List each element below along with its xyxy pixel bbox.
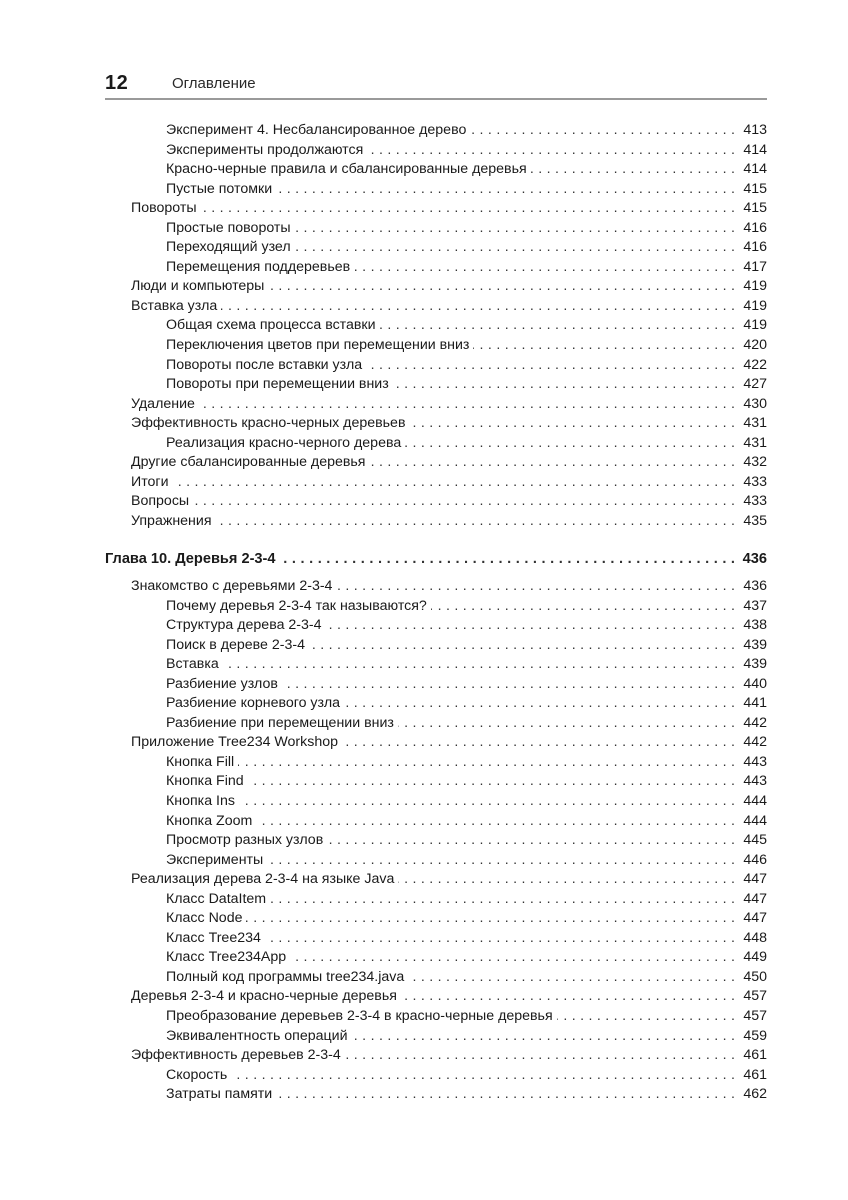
toc-entry-title: Вставка (166, 655, 223, 675)
toc-entry-page: 419 (743, 278, 767, 295)
toc-entry-page: 417 (743, 258, 767, 275)
dot-leader (401, 987, 735, 1007)
toc-entry[interactable] (105, 616, 767, 636)
toc-entry-title: Реализация дерева 2-3-4 на языке Java (131, 870, 398, 890)
toc-chapter-entries (105, 577, 767, 1105)
toc-entry[interactable] (105, 492, 767, 512)
toc-entry[interactable] (105, 851, 767, 871)
toc-entry-title: Класс DataItem (166, 890, 270, 910)
toc-entry-page: 422 (743, 356, 767, 373)
dot-leader (366, 356, 735, 376)
toc-entry[interactable] (105, 199, 767, 219)
page-number: 12 (105, 72, 129, 94)
dot-leader (270, 890, 735, 910)
toc-entry-title: Переходящий узел (166, 238, 295, 258)
toc-entry-title: Поиск в дереве 2-3-4 (166, 636, 309, 656)
dot-leader (173, 473, 735, 493)
dot-leader (405, 434, 735, 454)
toc-entry-page: 445 (743, 832, 767, 849)
toc-entry-title: Эксперименты продолжаются (166, 141, 367, 161)
dot-leader (309, 636, 735, 656)
dot-leader (326, 616, 735, 636)
dot-leader (248, 772, 735, 792)
dot-leader (280, 548, 735, 570)
page-header (105, 72, 767, 100)
dot-leader (345, 1046, 735, 1066)
dot-leader (398, 870, 735, 890)
toc-entry[interactable] (105, 473, 767, 493)
toc-entry[interactable] (105, 375, 767, 395)
toc-entry-page: 433 (743, 493, 767, 510)
toc-entry-title: Вопросы (131, 492, 193, 512)
toc-entry-page: 419 (743, 297, 767, 314)
toc-entry-title: Люди и компьютеры (131, 277, 268, 297)
running-title: Оглавление (172, 75, 256, 92)
dot-leader (290, 948, 735, 968)
toc-entry-page: 447 (743, 910, 767, 927)
toc-entry-page: 440 (743, 675, 767, 692)
dot-leader (238, 753, 735, 773)
toc-entry-title: Кнопка Fill (166, 753, 238, 773)
dot-leader (199, 395, 735, 415)
toc-entry-page: 427 (743, 376, 767, 393)
toc-entry-page: 446 (743, 851, 767, 868)
toc-entry-title: Эффективность деревьев 2-3-4 (131, 1046, 345, 1066)
toc-entry[interactable] (105, 812, 767, 832)
dot-leader (193, 492, 735, 512)
toc-entry[interactable] (105, 316, 767, 336)
toc-entry-title: Класс Tree234 (166, 929, 265, 949)
toc-entry-page: 444 (743, 793, 767, 810)
toc-entry-page: 415 (743, 180, 767, 197)
toc-entry[interactable] (105, 890, 767, 910)
dot-leader (431, 597, 735, 617)
toc-entry-title: Полный код программы tree234.java (166, 968, 408, 988)
toc-entry[interactable] (105, 512, 767, 532)
toc-entry-page: 436 (742, 551, 767, 567)
dot-leader (231, 1066, 735, 1086)
dot-leader (239, 792, 735, 812)
toc-entry-page: 450 (743, 968, 767, 985)
toc-entry-page: 443 (743, 773, 767, 790)
dot-leader (295, 238, 735, 258)
dot-leader (336, 577, 735, 597)
toc-entry-title: Упражнения (131, 512, 216, 532)
dot-leader (246, 909, 735, 929)
toc-entry[interactable] (105, 714, 767, 734)
toc-entry-title: Реализация красно-черного дерева (166, 434, 405, 454)
toc-entry-title: Затраты памяти (166, 1085, 276, 1105)
toc-entry-title: Глава 10. Деревья 2-3-4 (105, 548, 280, 570)
dot-leader (265, 929, 735, 949)
toc-entry-title: Перемещения поддеревьев (166, 258, 354, 278)
toc-entry-title: Итоги (131, 473, 173, 493)
toc-entry-title: Общая схема процесса вставки (166, 316, 380, 336)
dot-leader (410, 414, 736, 434)
dot-leader (380, 316, 735, 336)
toc-entry-page: 441 (743, 695, 767, 712)
toc-entry[interactable] (105, 395, 767, 415)
toc-entry-page: 432 (743, 454, 767, 471)
toc-entry-page: 449 (743, 949, 767, 966)
toc-entry[interactable] (105, 297, 767, 317)
dot-leader (342, 733, 735, 753)
toc-entry-page: 461 (743, 1047, 767, 1064)
toc-entry-title: Разбиение корневого узла (166, 694, 344, 714)
dot-leader (276, 1085, 735, 1105)
toc-entry-title: Знакомство с деревьями 2-3-4 (131, 577, 336, 597)
dot-leader (221, 297, 735, 317)
toc-entry-page: 443 (743, 753, 767, 770)
toc-entry-title: Деревья 2-3-4 и красно-черные деревья (131, 987, 401, 1007)
toc-entry-title: Простые повороты (166, 219, 295, 239)
toc-entry-page: 447 (743, 890, 767, 907)
toc-entry-title: Просмотр разных узлов (166, 831, 327, 851)
toc-entry[interactable] (105, 1027, 767, 1047)
toc-entry-title: Кнопка Zoom (166, 812, 256, 832)
dot-leader (216, 512, 736, 532)
dot-leader (201, 199, 735, 219)
toc-entry[interactable] (105, 258, 767, 278)
toc-entry-page: 447 (743, 871, 767, 888)
toc-entry-title: Эффективность красно-черных деревьев (131, 414, 410, 434)
toc-entry-title: Эксперименты (166, 851, 267, 871)
toc-entry-title: Класс Node (166, 909, 246, 929)
dot-leader (473, 336, 735, 356)
toc-entry-title: Пустые потомки (166, 180, 276, 200)
toc-entry-title: Эквивалентность операций (166, 1027, 352, 1047)
toc-entry-page: 442 (743, 734, 767, 751)
toc-entry-page: 437 (743, 597, 767, 614)
toc-entry-page: 416 (743, 219, 767, 236)
dot-leader (393, 375, 735, 395)
toc-entry[interactable] (105, 655, 767, 675)
toc-entry[interactable] (105, 831, 767, 851)
dot-leader (398, 714, 735, 734)
toc-entry-page: 431 (743, 415, 767, 432)
dot-leader (369, 453, 735, 473)
dot-leader (344, 694, 735, 714)
toc-entry[interactable] (105, 180, 767, 200)
toc-entry-page: 419 (743, 317, 767, 334)
toc-entry[interactable] (105, 414, 767, 434)
toc-entry[interactable] (105, 219, 767, 239)
toc-entry-page: 420 (743, 337, 767, 354)
toc-chapter-section (105, 548, 767, 1105)
toc-entry-page: 433 (743, 473, 767, 490)
toc-entry[interactable] (105, 948, 767, 968)
toc-entry[interactable] (105, 929, 767, 949)
dot-leader (557, 1007, 735, 1027)
toc-entry-page: 448 (743, 929, 767, 946)
toc-entry-page: 415 (743, 200, 767, 217)
toc-entry[interactable] (105, 1046, 767, 1066)
toc-entry[interactable] (105, 870, 767, 890)
dot-leader (267, 851, 735, 871)
toc-entry-page: 416 (743, 239, 767, 256)
toc-entry[interactable] (105, 753, 767, 773)
toc-entry-title: Красно-черные правила и сбалансированные деревья (166, 160, 531, 180)
toc-entry-title: Удаление (131, 395, 199, 415)
toc-entry-page: 459 (743, 1027, 767, 1044)
toc-entry[interactable] (105, 160, 767, 180)
toc-entry[interactable] (105, 1007, 767, 1027)
toc-entry-title: Преобразование деревьев 2-3-4 в красно-черные деревья (166, 1007, 557, 1027)
toc-entry-title: Приложение Tree234 Workshop (131, 733, 342, 753)
toc-entry[interactable] (105, 1085, 767, 1105)
toc-entry-title: Переключения цветов при перемещении вниз (166, 336, 473, 356)
toc-entry[interactable] (105, 141, 767, 161)
toc-entry-page: 431 (743, 434, 767, 451)
toc-entry-title: Разбиение при перемещении вниз (166, 714, 398, 734)
toc-entry-page: 462 (743, 1086, 767, 1103)
toc-entry-page: 439 (743, 656, 767, 673)
toc-entry-page: 435 (743, 512, 767, 529)
toc-entry[interactable] (105, 336, 767, 356)
dot-leader (408, 968, 735, 988)
toc-entry-page: 442 (743, 714, 767, 731)
toc-entry[interactable] (105, 597, 767, 617)
dot-leader (327, 831, 735, 851)
dot-leader (354, 258, 735, 278)
toc-entry-page: 457 (743, 988, 767, 1005)
toc-entry-title: Разбиение узлов (166, 675, 282, 695)
toc-entry[interactable] (105, 577, 767, 597)
toc-entry[interactable] (105, 909, 767, 929)
toc-entry[interactable] (105, 792, 767, 812)
toc-entry-page: 439 (743, 636, 767, 653)
dot-leader (276, 180, 735, 200)
toc-entry[interactable] (105, 277, 767, 297)
toc-entry[interactable] (105, 238, 767, 258)
toc-entry-page: 436 (743, 578, 767, 594)
toc-entry-title: Кнопка Find (166, 772, 248, 792)
toc-entry-title: Почему деревья 2-3-4 так называются? (166, 597, 431, 617)
dot-leader (223, 655, 735, 675)
toc-entry-title: Класс Tree234App (166, 948, 290, 968)
toc-entry[interactable] (105, 772, 767, 792)
toc-entry-title: Эксперимент 4. Несбалансированное дерево (166, 121, 470, 141)
dot-leader (295, 219, 735, 239)
toc-entry[interactable] (105, 453, 767, 473)
toc-entry[interactable] (105, 636, 767, 656)
toc-entry-page: 438 (743, 617, 767, 634)
toc-entry-page: 414 (743, 141, 767, 158)
toc-entry[interactable] (105, 434, 767, 454)
toc-chapter-heading[interactable] (105, 548, 767, 570)
toc-entry[interactable] (105, 733, 767, 753)
toc-entry-title: Повороты (131, 199, 201, 219)
toc-entry-page: 414 (743, 161, 767, 178)
toc-entry-title: Скорость (166, 1066, 231, 1086)
toc-entry-page: 444 (743, 812, 767, 829)
dot-leader (367, 141, 735, 161)
toc-entry[interactable] (105, 675, 767, 695)
toc-entry-title: Повороты после вставки узла (166, 356, 366, 376)
dot-leader (256, 812, 735, 832)
toc-entry-title: Другие сбалансированные деревья (131, 453, 369, 473)
dot-leader (470, 121, 735, 141)
toc-entry[interactable] (105, 987, 767, 1007)
dot-leader (268, 277, 735, 297)
toc-entry[interactable] (105, 356, 767, 376)
dot-leader (531, 160, 735, 180)
toc-entry-title: Структура дерева 2-3-4 (166, 616, 326, 636)
toc-entry[interactable] (105, 1066, 767, 1086)
toc-entry-page: 430 (743, 395, 767, 412)
toc-entry-page: 413 (743, 122, 767, 138)
dot-leader (282, 675, 735, 695)
toc-entry-title: Вставка узла (131, 297, 221, 317)
toc-entry[interactable] (105, 694, 767, 714)
toc-entry[interactable] (105, 968, 767, 988)
dot-leader (352, 1027, 735, 1047)
toc-entry-page: 461 (743, 1066, 767, 1083)
toc-continued-section (105, 121, 767, 531)
toc-entry-title: Повороты при перемещении вниз (166, 375, 393, 395)
toc-entry-title: Кнопка Ins (166, 792, 239, 812)
toc-entry-page: 457 (743, 1008, 767, 1025)
toc-entry[interactable] (105, 121, 767, 141)
